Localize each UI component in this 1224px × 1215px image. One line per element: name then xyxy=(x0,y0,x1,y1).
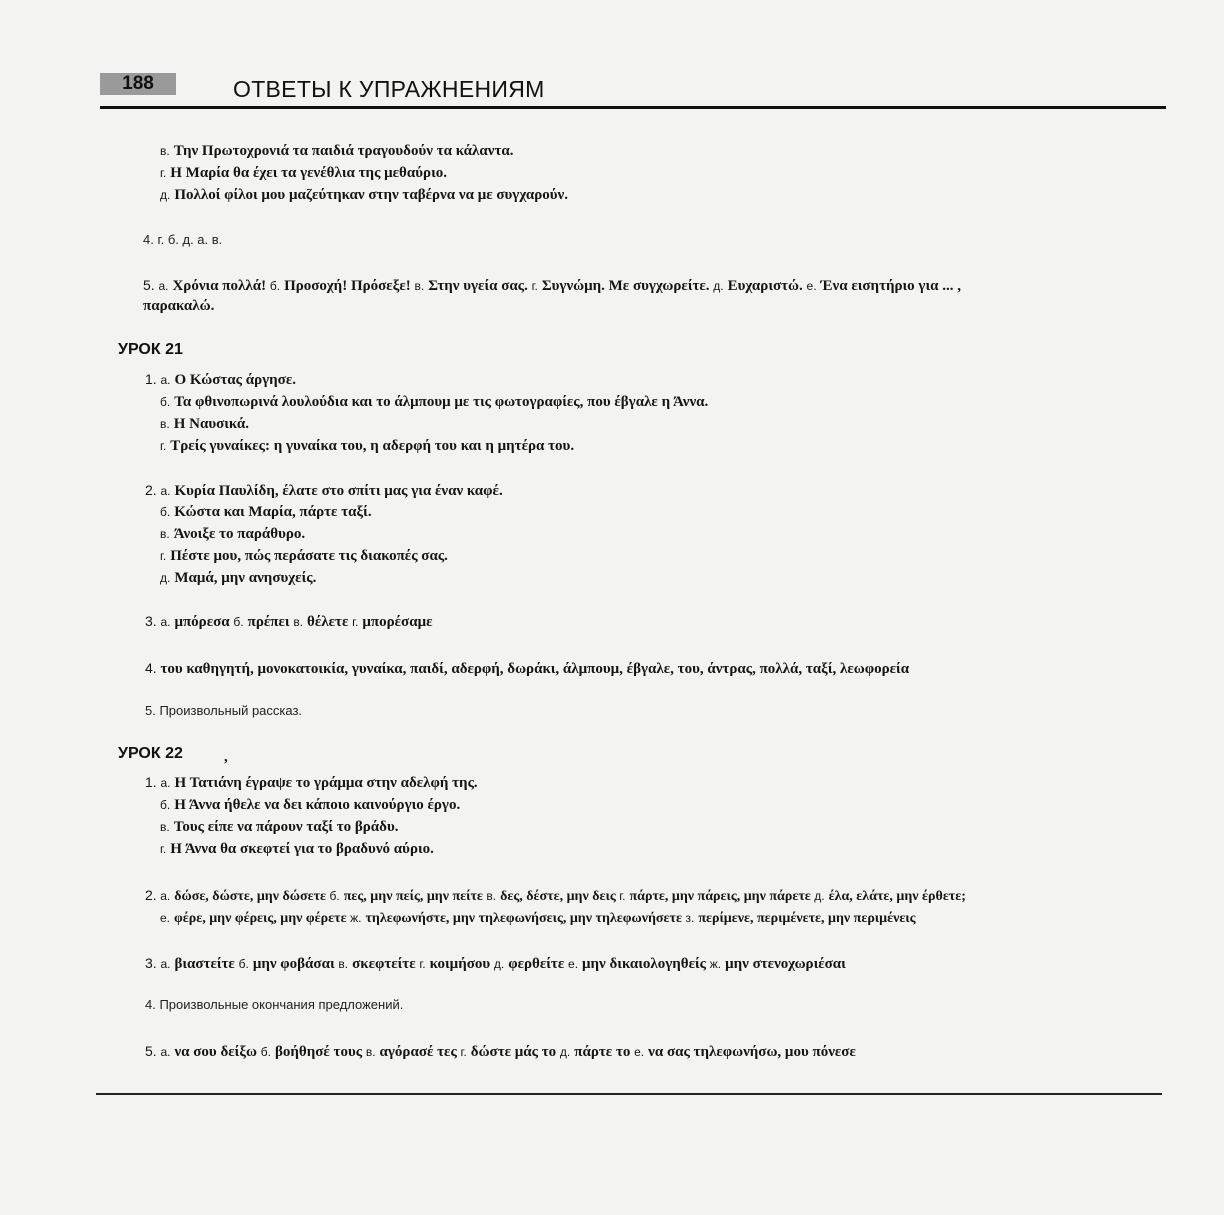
exercise-3: 3. а. μπόρεσα б. πρέπει в. θέλετε г. μπορέσαμε xyxy=(145,613,433,630)
footer-rule xyxy=(96,1093,1162,1095)
answer-line: д. Μαμά, μην ανησυχείς. xyxy=(160,570,317,586)
exercise-3: 3. а. βιαστείτε б. μην φοβάσαι в. σκεφτείτε г. κοιμήσου д. φερθείτε е. μην δικαιολογηθείς ж. μην στενοχωριέσαι xyxy=(145,955,846,972)
exercise-4: 4. г. б. д. а. в. xyxy=(143,232,223,247)
page-title: ОТВЕТЫ К УПРАЖНЕНИЯМ xyxy=(233,76,545,102)
answer-line: б. Κώστα και Μαρία, πάρτε ταξί. xyxy=(160,504,372,520)
answer-line: б. Τα φθινοπωρινά λουλούδια και το άλμπουμ με τις φωτογραφίες, που έβγαλε η Άννα. xyxy=(160,394,709,410)
exercise-5: 5. а. να σου δείξω б. βοήθησέ τους в. αγόρασέ τες г. δώστε μάς το д. πάρτε το е. να σας τηλεφωνήσω, μου πόνεσε xyxy=(145,1043,856,1060)
answer-line: 2. а. Κυρία Παυλίδη, έλατε στο σπίτι μας για έναν καφέ. xyxy=(145,482,503,499)
answer-line: д. Πολλοί φίλοι μου μαζεύτηκαν στην ταβέρνα να με συγχαρούν. xyxy=(160,187,568,203)
stray-mark: , xyxy=(224,749,228,765)
answer-line: в. Η Ναυσικά. xyxy=(160,416,249,432)
answer-line: в. Τους είπε να πάρουν ταξί το βράδυ. xyxy=(160,819,399,835)
exercise-5-continuation: παρακαλώ. xyxy=(143,298,215,314)
answer-line: 1. а. Η Τατιάνη έγραψε το γράμμα στην αδελφή της. xyxy=(145,774,478,791)
answer-line: г. Η Μαρία θα έχει τα γενέθλια της μεθαύριο. xyxy=(160,165,447,181)
lesson-22-heading: УРОК 22 xyxy=(118,745,183,762)
answer-line: 1. а. Ο Κώστας άργησε. xyxy=(145,371,296,388)
exercise-4: 4. Произвольные окончания предложений. xyxy=(145,997,404,1012)
answer-line: в. Άνοιξε το παράθυρο. xyxy=(160,526,306,542)
answer-line: в. Την Πρωτοχρονιά τα παιδιά τραγουδούν τα κάλαντα. xyxy=(160,143,514,159)
exercise-4: 4. του καθηγητή, μονοκατοικία, γυναίκα, παιδί, αδερφή, δωράκι, άλμπουμ, έβγαλε, του, άντρας, πολλά, ταξί, λεωφορεία xyxy=(145,660,910,677)
header-rule xyxy=(100,106,1166,109)
answer-line: г. Τρείς γυναίκες: η γυναίκα του, η αδερφή του και η μητέρα του. xyxy=(160,438,575,454)
lesson-21-heading: УРОК 21 xyxy=(118,341,183,358)
exercise-5: 5. Произвольный рассказ. xyxy=(145,703,303,718)
page-number: 188 xyxy=(100,73,176,95)
answer-line: г. Πέστε μου, πώς περάσατε τις διακοπές σας. xyxy=(160,548,448,564)
exercise-2: 2. а. δώσε, δώστε, μην δώσετε б. πες, μην πείς, μην πείτε в. δες, δέστε, μην δεις г. πάρτε, μην πάρεις, μην πάρετε д. έλα, ελάτε, μην έρθετε; xyxy=(145,887,966,904)
answer-line: г. Η Άννα θα σκεφτεί για το βραδυνό αύριο. xyxy=(160,841,434,857)
exercise-5: 5. а. Χρόνια πολλά! б. Προσοχή! Πρόσεξε! в. Στην υγεία σας. г. Συγνώμη. Με συγχωρείτε. д. Ευχαριστώ. е. Ένα εισητήριο για ... , xyxy=(143,277,961,294)
exercise-2-continuation: е. φέρε, μην φέρεις, μην φέρετε ж. τηλεφωνήστε, μην τηλεφωνήσεις, μην τηλεφωνήσετε з. περίμενε, περιμένετε, μην περιμένεις xyxy=(160,911,916,926)
answer-line: б. Η Άννα ήθελε να δει κάποιο καινούργιο έργο. xyxy=(160,797,461,813)
